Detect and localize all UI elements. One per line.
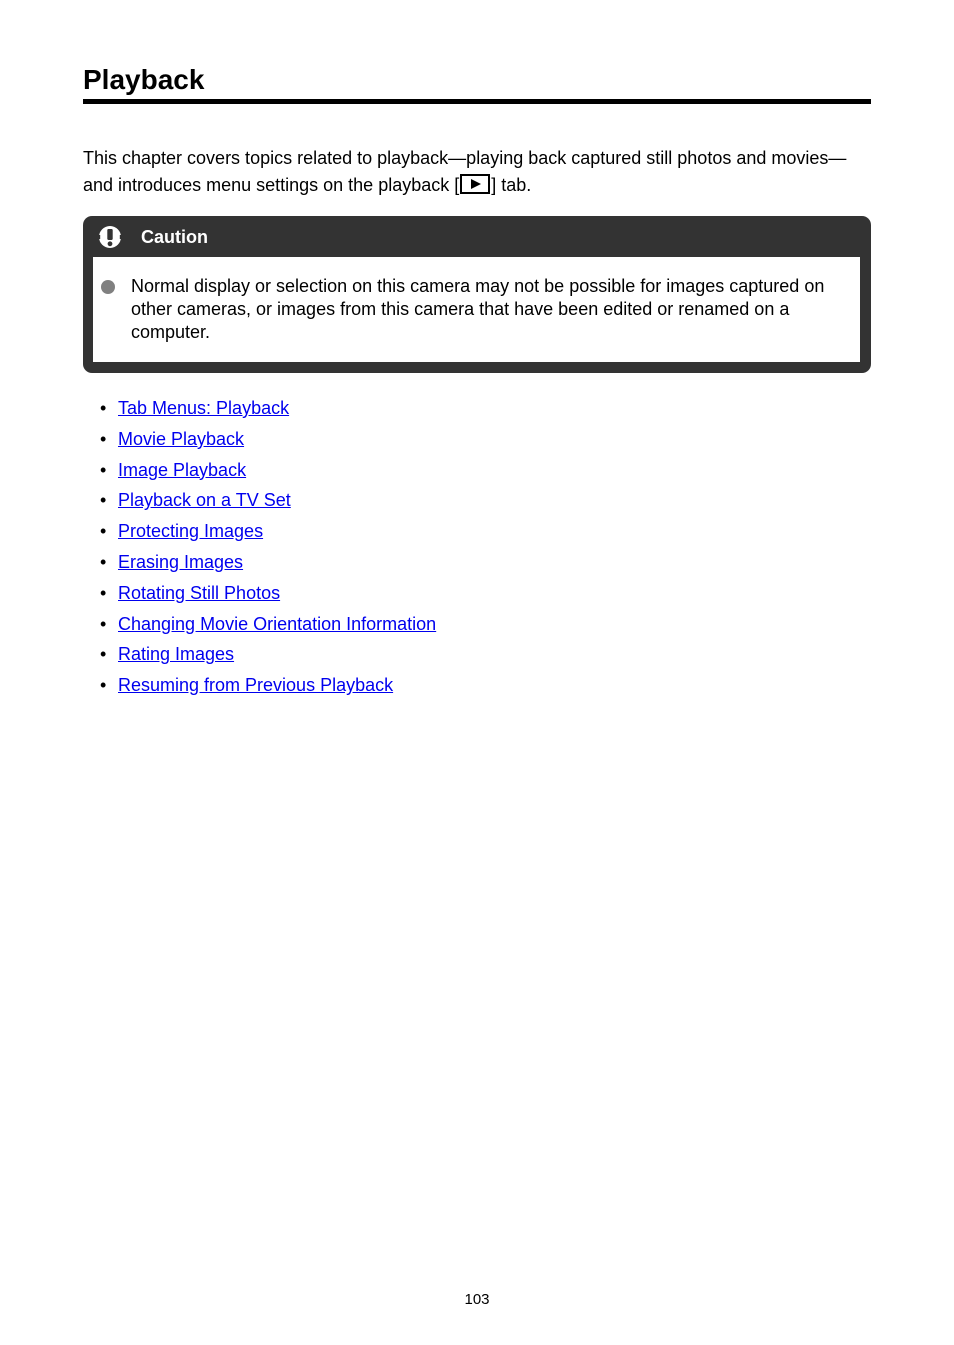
- list-bullet: •: [100, 459, 107, 480]
- list-bullet: •: [100, 675, 107, 696]
- caution-icon: [98, 225, 122, 249]
- page-title: Playback: [83, 64, 205, 95]
- link-protecting-images[interactable]: Protecting Images: [118, 521, 264, 542]
- link-changing-movie-orientation[interactable]: Changing Movie Orientation Information: [118, 613, 437, 634]
- caution-body: [93, 257, 860, 362]
- link-resuming-previous-playback[interactable]: Resuming from Previous Playback: [118, 675, 394, 696]
- list-item: [100, 609, 436, 640]
- intro-text-after: ] tab.: [491, 175, 532, 195]
- list-item: [100, 516, 436, 547]
- link-rotating-still-photos[interactable]: Rotating Still Photos: [118, 582, 281, 603]
- list-item: [100, 393, 436, 424]
- list-item: [100, 485, 436, 516]
- list-bullet: •: [100, 521, 107, 542]
- link-erasing-images[interactable]: Erasing Images: [118, 551, 244, 572]
- list-bullet: •: [100, 613, 107, 634]
- page-number: 103: [464, 1291, 490, 1308]
- list-bullet: •: [100, 582, 107, 603]
- caution-header: [83, 216, 871, 256]
- list-item: [100, 639, 436, 670]
- link-playback-on-tv-set[interactable]: Playback on a TV Set: [118, 490, 291, 511]
- list-item: [100, 455, 436, 486]
- list-item: [100, 670, 436, 701]
- list-bullet: •: [100, 644, 107, 665]
- link-movie-playback[interactable]: Movie Playback: [118, 428, 245, 449]
- caution-label: Caution: [141, 227, 208, 247]
- list-item: [100, 547, 436, 578]
- list-bullet: •: [100, 398, 107, 418]
- link-image-playback[interactable]: Image Playback: [118, 459, 247, 480]
- list-bullet: •: [100, 428, 107, 449]
- topic-list: [100, 393, 436, 701]
- link-rating-images[interactable]: Rating Images: [118, 644, 235, 665]
- intro-text-before: This chapter covers topics related to playback—playing back captured still photos and movies—and introduces menu settings on the playback [: [83, 148, 847, 195]
- list-bullet: •: [100, 551, 107, 572]
- list-item: [100, 424, 436, 455]
- link-tab-menus-playback[interactable]: Tab Menus: Playback: [118, 398, 290, 418]
- caution-bullet: [101, 280, 115, 294]
- list-item: [100, 578, 436, 609]
- caution-text: Normal display or selection on this camera may not be possible for images captured on other cameras, or images from this camera that have been edited or renamed on a computer.: [131, 276, 825, 342]
- title-rule: [83, 99, 871, 104]
- intro-paragraph: [83, 145, 871, 199]
- playback-tab-icon: [460, 174, 490, 194]
- caution-box: [83, 216, 871, 373]
- list-bullet: •: [100, 490, 107, 511]
